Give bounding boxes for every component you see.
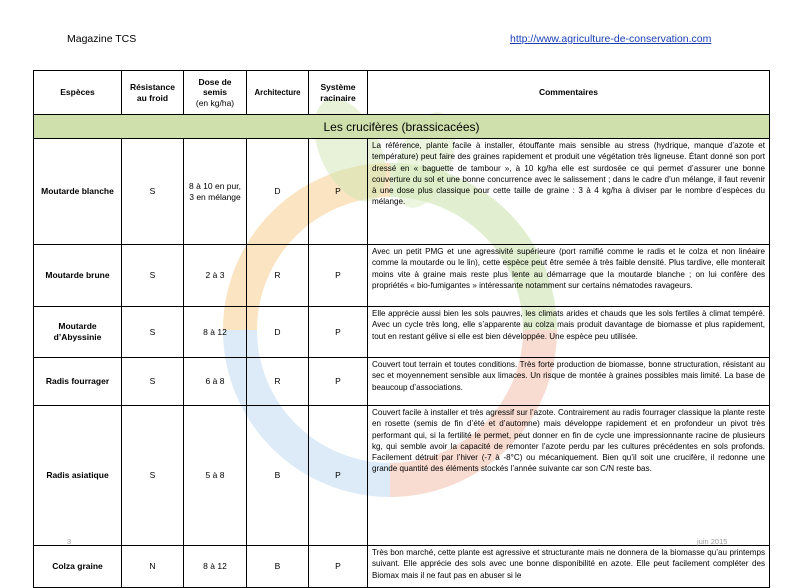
table-row (34, 307, 770, 358)
section-row (34, 115, 770, 139)
header-commentaires: Commentaires (368, 71, 770, 115)
header-especes: Espèces (34, 71, 122, 115)
cell-espece: Radis fourrager (34, 358, 122, 406)
cell-espece: Moutarde blanche (34, 139, 122, 245)
cell-espece: Moutarde d’Abyssinie (34, 307, 122, 358)
cell-resistance: S (122, 307, 184, 358)
website-link[interactable]: http://www.agriculture-de-conservation.com (510, 33, 712, 45)
cell-systeme: P (309, 358, 368, 406)
table-row (34, 406, 770, 546)
cell-resistance: S (122, 245, 184, 307)
header-resistance: Résistance au froid (122, 71, 184, 115)
cell-espece: Moutarde brune (34, 245, 122, 307)
table-row (34, 245, 770, 307)
cell-architecture: B (247, 406, 309, 546)
cell-architecture: D (247, 307, 309, 358)
cell-commentaire: La référence, plante facile à installer, étouffante mais sensible au stress (hydrique, manque d’azote et température) peut faire des graines rapidement et produit une végétation très ligneuse. Étant donné son port dressé en « baguette de tambour », à 10 kg/ha elle est surdosée ce qui permet d’assurer une bonne couverture du sol et une bonne concurrence avec le salissement ; dans le cadre d’un mélange, il faut revenir à une dose plus classique pour cette taille de graine : 3 à 4 kg/ha à diviser par le nombre d’espèces du mélange. (368, 139, 770, 245)
table-row (34, 358, 770, 406)
header-dose-title: Dose de semis (198, 77, 232, 98)
cell-espece: Colza graine (34, 546, 122, 588)
cell-dose: 2 à 3 (184, 245, 247, 307)
section-title: Les crucifères (brassicacées) (34, 115, 770, 139)
table-row (34, 546, 770, 588)
cell-architecture: R (247, 245, 309, 307)
header-systeme: Système racinaire (309, 71, 368, 115)
cell-dose: 8 à 10 en pur, 3 en mélange (184, 139, 247, 245)
header-architecture: Architecture (247, 71, 309, 115)
table-header-row (34, 71, 770, 115)
header-dose (184, 71, 247, 115)
cell-commentaire: Couvert tout terrain et toutes conditions. Très forte production de biomasse, bonne structuration, résistant au sec et moyennement sensible aux limaces. Un risque de montée à graines possibles mais limité. La base de beaucoup d’associations. (368, 358, 770, 406)
cell-architecture: B (247, 546, 309, 588)
cell-dose: 8 à 12 (184, 546, 247, 588)
cell-resistance: S (122, 358, 184, 406)
cell-systeme: P (309, 245, 368, 307)
page-number: 3 (67, 537, 72, 546)
cell-systeme: P (309, 546, 368, 588)
magazine-title: Magazine TCS (67, 33, 137, 45)
cell-architecture: R (247, 358, 309, 406)
cell-commentaire: Couvert facile à installer et très agressif sur l’azote. Contrairement au radis fourrager classique la plante reste en rosette (semis de fin d’été et d’automne) mais développe rapidement et en profondeur un pivot très performant qui, si la fertilité le permet, peut donner en fin de cycle une impressionnante racine de plusieurs kg, qui semble avoir la capacité de remonter l’azote perdu par les cultures précédentes en sols profonds. Facilement détruit par l’hiver (-7 à -8°C) ou mécaniquement. Bien qu’il soit une crucifère, il redonne une grande quantité des éléments stockés l’année suivante car son C/N reste bas. (368, 406, 770, 546)
cover-crops-table (33, 70, 770, 588)
cell-resistance: N (122, 546, 184, 588)
cell-dose: 5 à 8 (184, 406, 247, 546)
cell-architecture: D (247, 139, 309, 245)
cell-systeme: P (309, 406, 368, 546)
cell-dose: 6 à 8 (184, 358, 247, 406)
table-row (34, 139, 770, 245)
issue-date: juin 2015 (697, 537, 728, 546)
header-dose-unit: (en kg/ha) (195, 97, 235, 108)
cell-commentaire: Elle apprécie aussi bien les sols pauvres, les climats arides et chauds que les sols fertiles à climat tempéré. Avec un cycle très long, elle s’apparente au colza mais produit davantage de biomasse et plus rapidement, tout en restant gélive si elle est bien développée. Une espèce peu utilisée. (368, 307, 770, 358)
cell-commentaire: Avec un petit PMG et une agressivité supérieure (port ramifié comme le radis et le colza et non linéaire comme la moutarde ou le lin), cette espèce peut être semée à très faible densité. Plus tardive, elle monterait moins vite à graine mais reste plus lente au démarrage que la moutarde blanche ; on lui confère des propriétés « bio-fumigantes » intéressante notamment sur certains nématodes ravageurs. (368, 245, 770, 307)
cell-resistance: S (122, 139, 184, 245)
cell-espece: Radis asiatique (34, 406, 122, 546)
cell-resistance: S (122, 406, 184, 546)
cell-dose: 8 à 12 (184, 307, 247, 358)
cell-systeme: P (309, 139, 368, 245)
cell-commentaire: Très bon marché, cette plante est agressive et structurante mais ne donnera de la biomasse qu’au printemps suivant. Elle apprécie des sols avec une bonne disponibilité en azote. Elle peut facilement compléter des Biomax mais il ne faut pas en abuser si le (368, 546, 770, 588)
cell-systeme: P (309, 307, 368, 358)
